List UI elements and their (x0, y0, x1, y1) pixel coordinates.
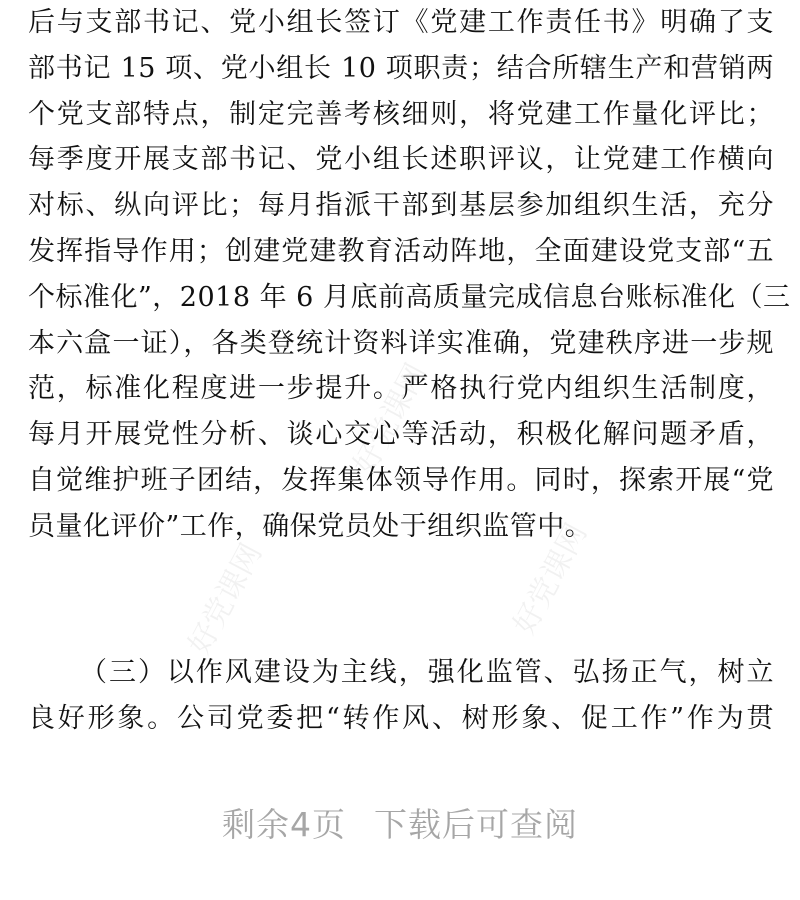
body-paragraph-2 (28, 650, 774, 742)
text-line: 本六盒一证），各类登统计资料详实准确，党建秩序进一步规 (28, 327, 774, 359)
body-paragraph-1 (28, 0, 791, 550)
text-line: 自觉维护班子团结，发挥集体领导作用。同时，探索开展“党 (28, 464, 774, 496)
text-line: 每季度开展支部书记、党小组长述职评议，让党建工作横向 (28, 144, 774, 176)
download-prompt[interactable] (0, 790, 800, 860)
text-line: 发挥指导作用；创建党建教育活动阵地，全面建设党支部“五 (28, 235, 774, 267)
text-line: 个党支部特点，制定完善考核细则，将党建工作量化评比； (28, 98, 774, 130)
remaining-pages-label[interactable]: 剩余4页 (222, 805, 346, 844)
text-line: 个标准化”，2018 年 6 月底前高质量完成信息台账标准化（三 (28, 281, 791, 313)
watermark-text: 好党课网 (347, 357, 435, 481)
text-line: 对标、纵向评比；每月指派干部到基层参加组织生活，充分 (28, 190, 774, 222)
text-line: 每月开展党性分析、谈心交心等活动，积极化解问题矛盾， (28, 419, 774, 451)
download-to-view-label[interactable]: 下载后可查阅 (374, 805, 578, 844)
text-line: （三）以作风建设为主线，强化监管、弘扬正气，树立 (80, 657, 774, 688)
text-line: 员量化评价”工作，确保党员处于组织监管中。 (28, 510, 593, 542)
text-line: 范，标准化程度进一步提升。严格执行党内组织生活制度， (28, 373, 774, 405)
text-line: 部书记 15 项、党小组长 10 项职责；结合所辖生产和营销两 (28, 52, 774, 84)
watermark-text: 好党课网 (182, 537, 270, 661)
text-line: 后与支部书记、党小组长签订《党建工作责任书》明确了支 (28, 7, 774, 38)
watermark-text: 好党课网 (507, 517, 595, 641)
text-line: 良好形象。公司党委把“转作风、树形象、促工作”作为贯 (28, 702, 774, 734)
